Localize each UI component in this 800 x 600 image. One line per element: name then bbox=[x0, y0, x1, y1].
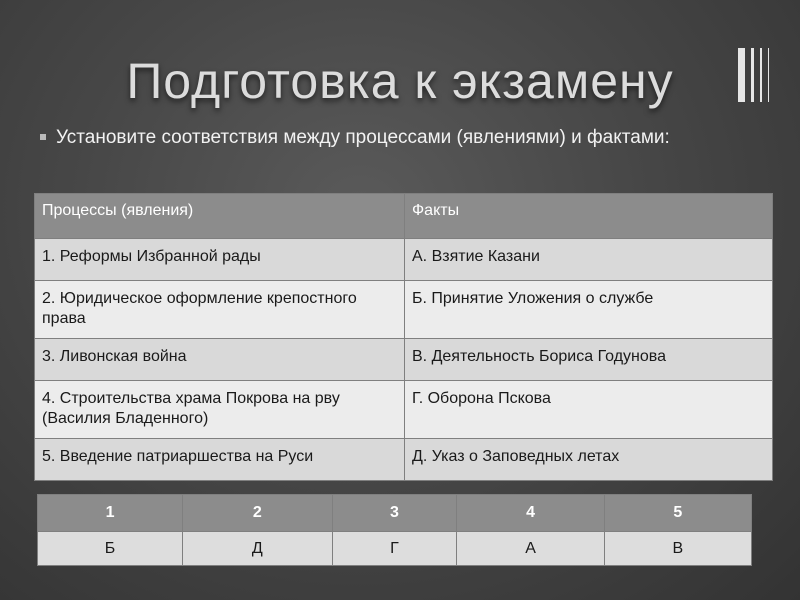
process-cell: 4. Строительства храма Покрова на рву (Василия Бладенного) bbox=[35, 381, 405, 439]
task-text: Установите соответствия между процессами (явлениями) и фактами: bbox=[56, 127, 670, 148]
answer-letter: Д bbox=[183, 532, 332, 566]
table-header-row bbox=[35, 194, 773, 239]
process-cell: 3. Ливонская война bbox=[35, 339, 405, 381]
answer-letter: Г bbox=[332, 532, 457, 566]
answer-number: 5 bbox=[604, 495, 751, 532]
table-row bbox=[35, 239, 773, 281]
process-cell: 1. Реформы Избранной рады bbox=[35, 239, 405, 281]
task-bullet bbox=[40, 125, 740, 150]
answer-number: 1 bbox=[38, 495, 183, 532]
table-row bbox=[35, 439, 773, 481]
slide-title: Подготовка к экзамену bbox=[126, 53, 674, 109]
header-facts: Факты bbox=[405, 194, 773, 239]
answer-number: 3 bbox=[332, 495, 457, 532]
table-row bbox=[35, 281, 773, 339]
table-row bbox=[35, 339, 773, 381]
fact-cell: Б. Принятие Уложения о службе bbox=[405, 281, 773, 339]
process-cell: 2. Юридическое оформление крепостного права bbox=[35, 281, 405, 339]
answer-letter: А bbox=[457, 532, 604, 566]
process-cell: 5. Введение патриаршества на Руси bbox=[35, 439, 405, 481]
fact-cell: Г. Оборона Пскова bbox=[405, 381, 773, 439]
answer-letter: В bbox=[604, 532, 751, 566]
answer-number: 2 bbox=[183, 495, 332, 532]
answer-letter: Б bbox=[38, 532, 183, 566]
answer-header-row bbox=[38, 495, 752, 532]
header-processes: Процессы (явления) bbox=[35, 194, 405, 239]
matching-table bbox=[34, 193, 773, 481]
answer-value-row bbox=[38, 532, 752, 566]
table-row bbox=[35, 381, 773, 439]
bullet-square-icon bbox=[40, 134, 46, 140]
answer-number: 4 bbox=[457, 495, 604, 532]
fact-cell: Д. Указ о Заповедных летах bbox=[405, 439, 773, 481]
answer-table bbox=[37, 494, 752, 566]
decorative-bars bbox=[738, 48, 778, 102]
fact-cell: А. Взятие Казани bbox=[405, 239, 773, 281]
fact-cell: В. Деятельность Бориса Годунова bbox=[405, 339, 773, 381]
